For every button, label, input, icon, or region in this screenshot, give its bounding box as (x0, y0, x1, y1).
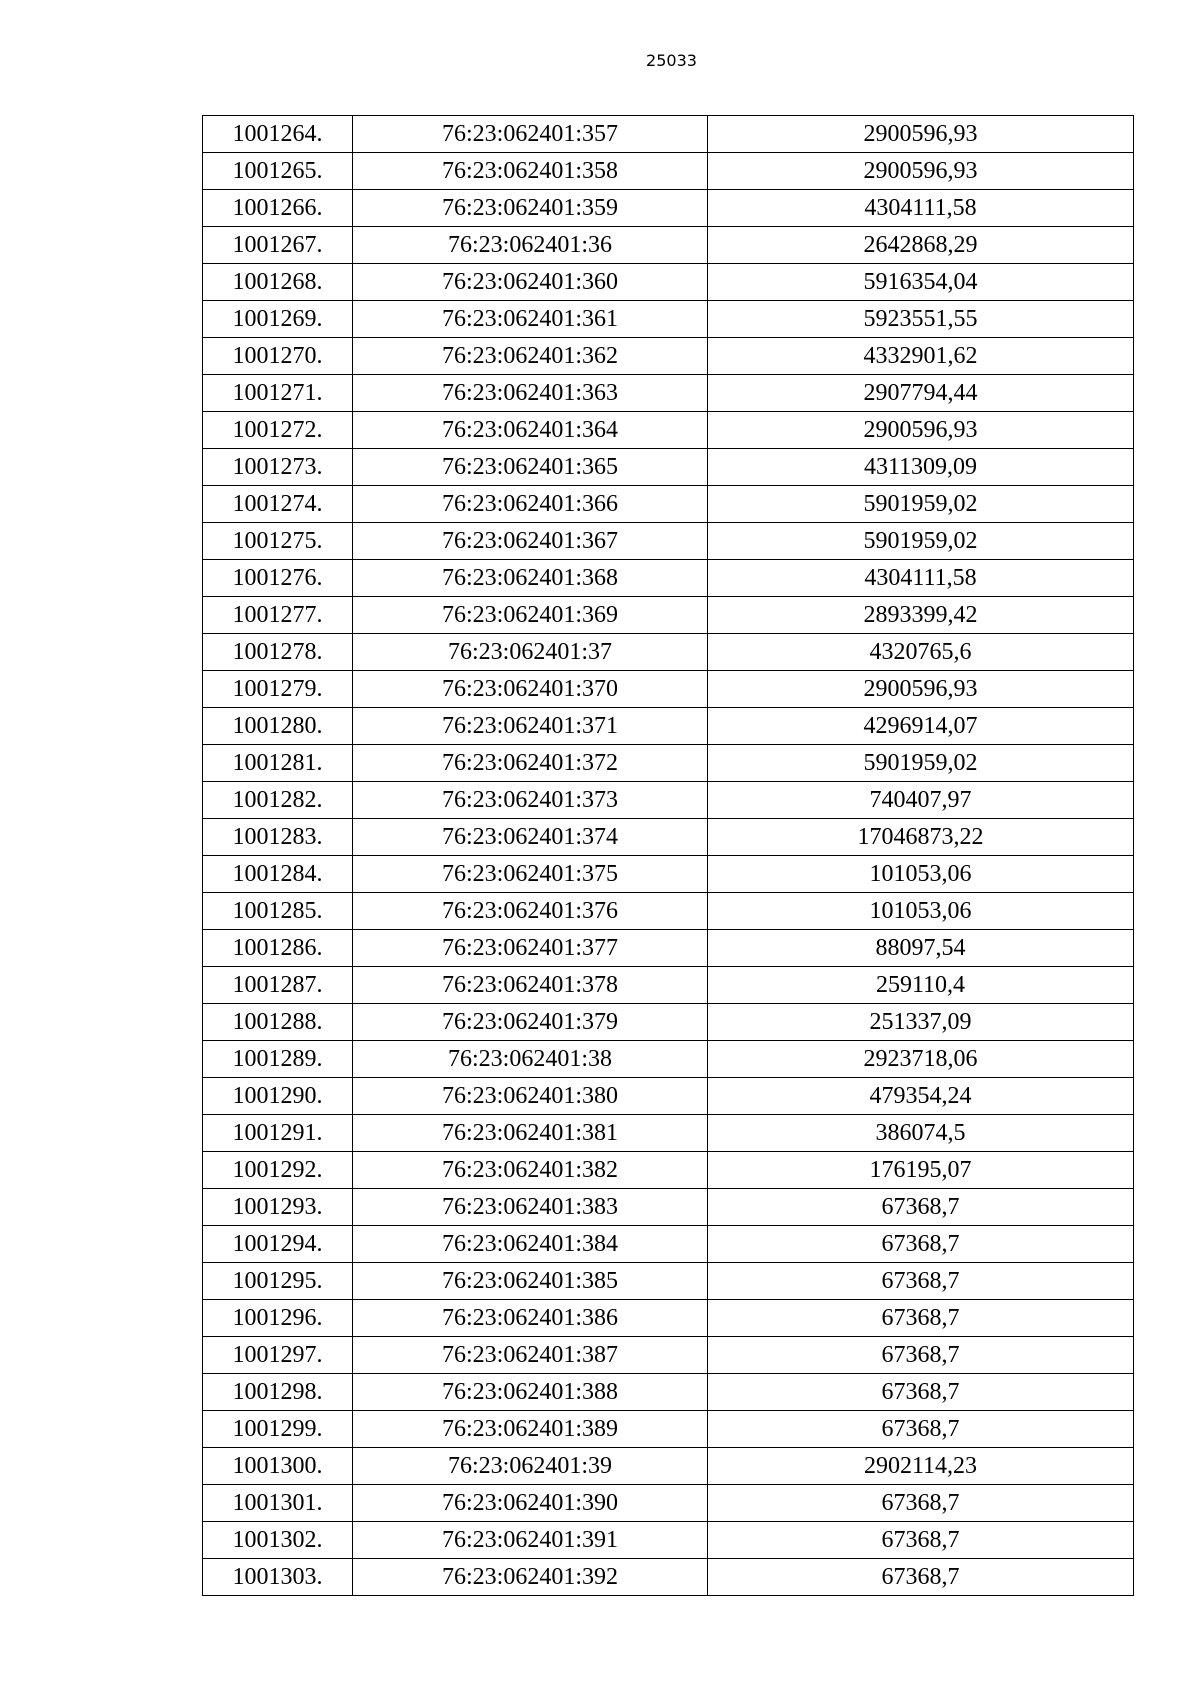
cadastral-value-cell: 5901959,02 (708, 486, 1134, 523)
row-number-cell: 1001298. (203, 1374, 353, 1411)
table-row (203, 1263, 1134, 1300)
table-row (203, 1337, 1134, 1374)
cadastral-value-cell: 4320765,6 (708, 634, 1134, 671)
row-number-cell: 1001271. (203, 375, 353, 412)
row-number-cell: 1001296. (203, 1300, 353, 1337)
cadastral-value-cell: 2900596,93 (708, 153, 1134, 190)
cadastral-value-cell: 4304111,58 (708, 190, 1134, 227)
table-row (203, 745, 1134, 782)
cadastral-value-cell: 479354,24 (708, 1078, 1134, 1115)
cadastral-number-cell: 76:23:062401:373 (353, 782, 708, 819)
cadastral-value-cell: 67368,7 (708, 1263, 1134, 1300)
table-row (203, 412, 1134, 449)
table-row (203, 338, 1134, 375)
cadastral-number-cell: 76:23:062401:389 (353, 1411, 708, 1448)
table-row (203, 116, 1134, 153)
cadastral-number-cell: 76:23:062401:381 (353, 1115, 708, 1152)
cadastral-number-cell: 76:23:062401:380 (353, 1078, 708, 1115)
cadastral-number-cell: 76:23:062401:371 (353, 708, 708, 745)
cadastral-number-cell: 76:23:062401:390 (353, 1485, 708, 1522)
table-row (203, 1041, 1134, 1078)
cadastral-number-cell: 76:23:062401:378 (353, 967, 708, 1004)
row-number-cell: 1001301. (203, 1485, 353, 1522)
table-row (203, 671, 1134, 708)
table-row (203, 1485, 1134, 1522)
table-row (203, 486, 1134, 523)
cadastral-value-cell: 2923718,06 (708, 1041, 1134, 1078)
cadastral-number-cell: 76:23:062401:388 (353, 1374, 708, 1411)
cadastral-number-cell: 76:23:062401:364 (353, 412, 708, 449)
cadastral-value-table (202, 115, 1134, 1596)
cadastral-value-cell: 67368,7 (708, 1522, 1134, 1559)
table-row (203, 375, 1134, 412)
cadastral-value-cell: 67368,7 (708, 1559, 1134, 1596)
row-number-cell: 1001277. (203, 597, 353, 634)
cadastral-value-cell: 67368,7 (708, 1485, 1134, 1522)
cadastral-number-cell: 76:23:062401:379 (353, 1004, 708, 1041)
table-body (203, 116, 1134, 1596)
cadastral-number-cell: 76:23:062401:370 (353, 671, 708, 708)
row-number-cell: 1001290. (203, 1078, 353, 1115)
table-row (203, 967, 1134, 1004)
row-number-cell: 1001278. (203, 634, 353, 671)
row-number-cell: 1001295. (203, 1263, 353, 1300)
cadastral-number-cell: 76:23:062401:363 (353, 375, 708, 412)
cadastral-number-cell: 76:23:062401:369 (353, 597, 708, 634)
cadastral-value-cell: 5901959,02 (708, 745, 1134, 782)
page-number: 25033 (646, 51, 697, 70)
cadastral-value-cell: 5916354,04 (708, 264, 1134, 301)
cadastral-number-cell: 76:23:062401:362 (353, 338, 708, 375)
cadastral-number-cell: 76:23:062401:357 (353, 116, 708, 153)
table-row (203, 1300, 1134, 1337)
cadastral-number-cell: 76:23:062401:384 (353, 1226, 708, 1263)
cadastral-value-cell: 2902114,23 (708, 1448, 1134, 1485)
cadastral-value-cell: 88097,54 (708, 930, 1134, 967)
table-row (203, 560, 1134, 597)
cadastral-value-cell: 386074,5 (708, 1115, 1134, 1152)
row-number-cell: 1001274. (203, 486, 353, 523)
table-row (203, 634, 1134, 671)
cadastral-value-cell: 101053,06 (708, 893, 1134, 930)
row-number-cell: 1001281. (203, 745, 353, 782)
cadastral-number-cell: 76:23:062401:360 (353, 264, 708, 301)
table-row (203, 1411, 1134, 1448)
cadastral-value-cell: 2900596,93 (708, 116, 1134, 153)
cadastral-number-cell: 76:23:062401:365 (353, 449, 708, 486)
cadastral-number-cell: 76:23:062401:392 (353, 1559, 708, 1596)
row-number-cell: 1001288. (203, 1004, 353, 1041)
row-number-cell: 1001286. (203, 930, 353, 967)
row-number-cell: 1001300. (203, 1448, 353, 1485)
table-row (203, 1004, 1134, 1041)
cadastral-number-cell: 76:23:062401:374 (353, 819, 708, 856)
row-number-cell: 1001268. (203, 264, 353, 301)
cadastral-number-cell: 76:23:062401:391 (353, 1522, 708, 1559)
cadastral-number-cell: 76:23:062401:377 (353, 930, 708, 967)
row-number-cell: 1001303. (203, 1559, 353, 1596)
table-row (203, 264, 1134, 301)
table-row (203, 708, 1134, 745)
cadastral-number-cell: 76:23:062401:38 (353, 1041, 708, 1078)
row-number-cell: 1001267. (203, 227, 353, 264)
table-row (203, 1448, 1134, 1485)
table-row (203, 1374, 1134, 1411)
cadastral-value-cell: 2893399,42 (708, 597, 1134, 634)
cadastral-value-cell: 740407,97 (708, 782, 1134, 819)
table-row (203, 856, 1134, 893)
cadastral-value-cell: 5923551,55 (708, 301, 1134, 338)
row-number-cell: 1001284. (203, 856, 353, 893)
table-row (203, 1522, 1134, 1559)
row-number-cell: 1001275. (203, 523, 353, 560)
cadastral-number-cell: 76:23:062401:359 (353, 190, 708, 227)
cadastral-number-cell: 76:23:062401:387 (353, 1337, 708, 1374)
table-row (203, 1559, 1134, 1596)
row-number-cell: 1001272. (203, 412, 353, 449)
row-number-cell: 1001293. (203, 1189, 353, 1226)
table-row (203, 301, 1134, 338)
table-row (203, 1115, 1134, 1152)
cadastral-value-cell: 67368,7 (708, 1411, 1134, 1448)
cadastral-number-cell: 76:23:062401:367 (353, 523, 708, 560)
table-row (203, 782, 1134, 819)
cadastral-value-cell: 4296914,07 (708, 708, 1134, 745)
row-number-cell: 1001280. (203, 708, 353, 745)
cadastral-number-cell: 76:23:062401:386 (353, 1300, 708, 1337)
row-number-cell: 1001289. (203, 1041, 353, 1078)
cadastral-value-cell: 176195,07 (708, 1152, 1134, 1189)
table-row (203, 190, 1134, 227)
row-number-cell: 1001265. (203, 153, 353, 190)
cadastral-number-cell: 76:23:062401:383 (353, 1189, 708, 1226)
cadastral-value-cell: 67368,7 (708, 1226, 1134, 1263)
row-number-cell: 1001264. (203, 116, 353, 153)
row-number-cell: 1001273. (203, 449, 353, 486)
cadastral-number-cell: 76:23:062401:361 (353, 301, 708, 338)
cadastral-value-cell: 2900596,93 (708, 412, 1134, 449)
table-row (203, 449, 1134, 486)
table-row (203, 930, 1134, 967)
table-row (203, 153, 1134, 190)
row-number-cell: 1001285. (203, 893, 353, 930)
cadastral-value-cell: 2900596,93 (708, 671, 1134, 708)
row-number-cell: 1001299. (203, 1411, 353, 1448)
cadastral-number-cell: 76:23:062401:372 (353, 745, 708, 782)
row-number-cell: 1001269. (203, 301, 353, 338)
cadastral-value-cell: 259110,4 (708, 967, 1134, 1004)
cadastral-value-cell: 67368,7 (708, 1374, 1134, 1411)
table-row (203, 819, 1134, 856)
cadastral-number-cell: 76:23:062401:382 (353, 1152, 708, 1189)
table-row (203, 523, 1134, 560)
cadastral-value-cell: 67368,7 (708, 1189, 1134, 1226)
row-number-cell: 1001283. (203, 819, 353, 856)
row-number-cell: 1001302. (203, 1522, 353, 1559)
cadastral-value-cell: 67368,7 (708, 1337, 1134, 1374)
cadastral-number-cell: 76:23:062401:37 (353, 634, 708, 671)
table-row (203, 1226, 1134, 1263)
table-row (203, 1078, 1134, 1115)
cadastral-value-cell: 4304111,58 (708, 560, 1134, 597)
cadastral-number-cell: 76:23:062401:358 (353, 153, 708, 190)
cadastral-number-cell: 76:23:062401:368 (353, 560, 708, 597)
row-number-cell: 1001297. (203, 1337, 353, 1374)
cadastral-value-cell: 5901959,02 (708, 523, 1134, 560)
cadastral-number-cell: 76:23:062401:385 (353, 1263, 708, 1300)
cadastral-number-cell: 76:23:062401:366 (353, 486, 708, 523)
row-number-cell: 1001287. (203, 967, 353, 1004)
cadastral-value-cell: 2907794,44 (708, 375, 1134, 412)
cadastral-value-cell: 101053,06 (708, 856, 1134, 893)
cadastral-value-cell: 4311309,09 (708, 449, 1134, 486)
row-number-cell: 1001270. (203, 338, 353, 375)
row-number-cell: 1001292. (203, 1152, 353, 1189)
table-row (203, 893, 1134, 930)
cadastral-value-cell: 17046873,22 (708, 819, 1134, 856)
cadastral-value-cell: 251337,09 (708, 1004, 1134, 1041)
cadastral-number-cell: 76:23:062401:36 (353, 227, 708, 264)
table-row (203, 597, 1134, 634)
cadastral-value-cell: 2642868,29 (708, 227, 1134, 264)
table-row (203, 1189, 1134, 1226)
row-number-cell: 1001294. (203, 1226, 353, 1263)
row-number-cell: 1001276. (203, 560, 353, 597)
row-number-cell: 1001291. (203, 1115, 353, 1152)
cadastral-value-cell: 67368,7 (708, 1300, 1134, 1337)
cadastral-number-cell: 76:23:062401:375 (353, 856, 708, 893)
row-number-cell: 1001282. (203, 782, 353, 819)
table-row (203, 227, 1134, 264)
row-number-cell: 1001266. (203, 190, 353, 227)
table-row (203, 1152, 1134, 1189)
row-number-cell: 1001279. (203, 671, 353, 708)
cadastral-number-cell: 76:23:062401:376 (353, 893, 708, 930)
cadastral-value-cell: 4332901,62 (708, 338, 1134, 375)
cadastral-number-cell: 76:23:062401:39 (353, 1448, 708, 1485)
